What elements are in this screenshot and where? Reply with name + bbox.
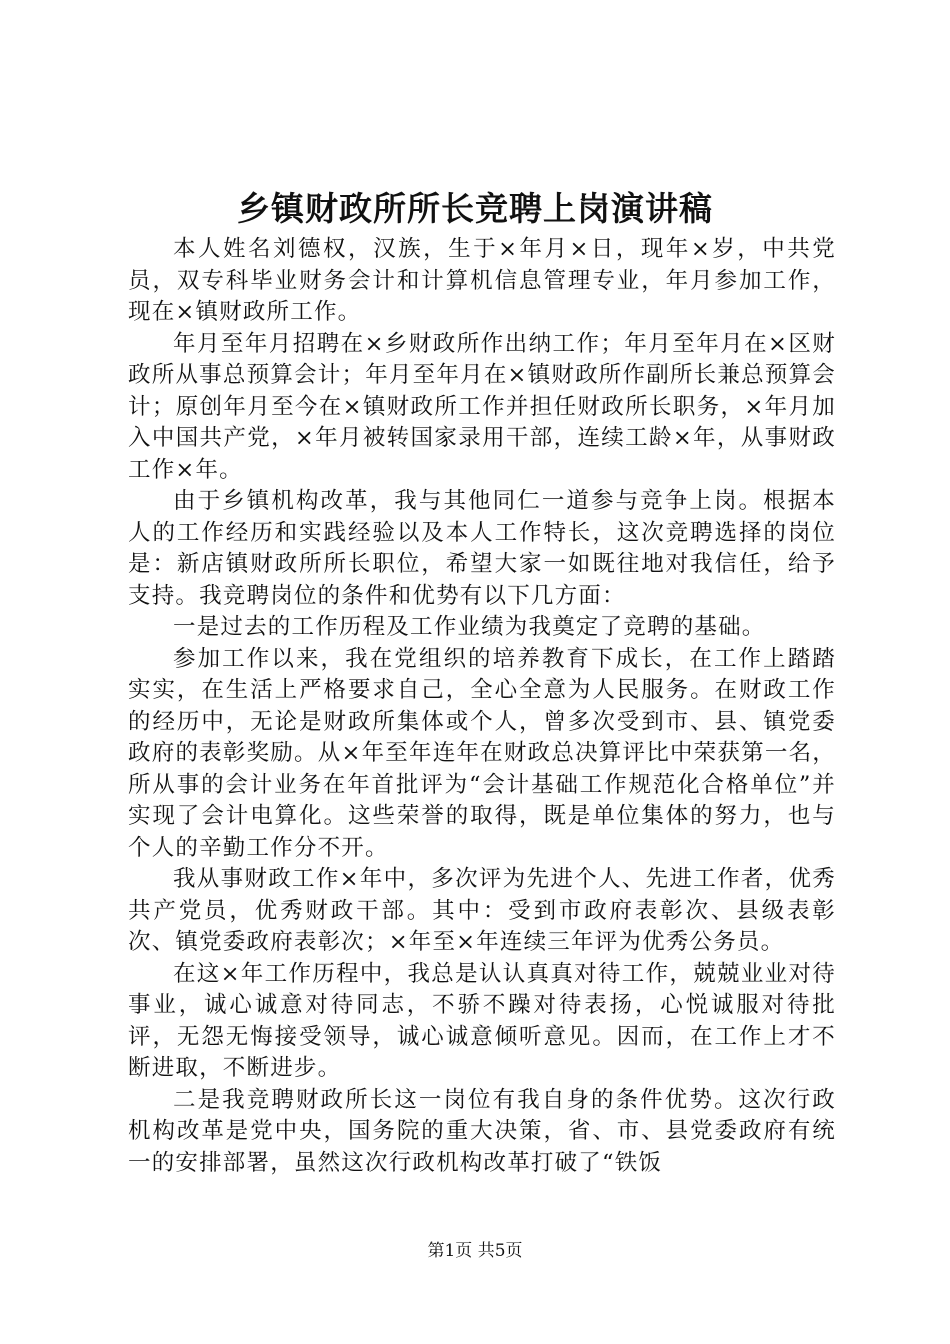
paragraph-achievements: 参加工作以来，我在党组织的培养教育下成长，在工作上踏踏实实，在生活上严格要求自己，全心全意为人民服务。在财政工作的经历中，无论是财政所集体或个人，曾多次受到市、县、镇党委政府的表彰奖励。从×年至年连年在财政总决算评比中荣获第一名，所从事的会计业务在年首批评为“会计基础工作规范化合格单位”并实现了会计电算化。这些荣誉的取得，既是单位集体的努力，也与个人的辛勤工作分不开。: [128, 645, 836, 861]
document-title: 乡镇财政所所长竞聘上岗演讲稿: [237, 189, 713, 228]
document-body: [128, 234, 836, 1179]
paragraph-position-choice: 由于乡镇机构改革，我与其他同仁一道参与竞争上岗。根据本人的工作经历和实践经验以及本人工作特长，这次竞聘选择的岗位是：新店镇财政所所长职位，希望大家一如既往地对我信任，给予支持。我竞聘岗位的条件和优势有以下几方面：: [128, 488, 836, 609]
paragraph-work-history: 年月至年月招聘在×乡财政所作出纳工作；年月至年月在×区财政所从事总预算会计；年月至年月在×镇财政所作副所长兼总预算会计；原创年月至今在×镇财政所工作并担任财政所长职务，×年月加入中国共产党，×年月被转国家录用干部，连续工龄×年，从事财政工作×年。: [128, 330, 836, 483]
paragraph-point-one: 一是过去的工作历程及工作业绩为我奠定了竞聘的基础。: [173, 614, 766, 640]
paragraph-point-two: 二是我竞聘财政所长这一岗位有我自身的条件优势。这次行政机构改革是党中央，国务院的重大决策，省、市、县党委政府有统一的安排部署，虽然这次行政机构改革打破了“铁饭: [128, 1086, 836, 1176]
paragraph-personal-info: 本人姓名刘德权，汉族，生于×年月×日，现年×岁，中共党员，双专科毕业财务会计和计算机信息管理专业，年月参加工作，现在×镇财政所工作。: [128, 236, 836, 325]
page-number: 第1页 共5页: [427, 1241, 523, 1261]
paragraph-attitude: 在这×年工作历程中，我总是认认真真对待工作，兢兢业业对待事业，诚心诚意对待同志，不骄不躁对待表扬，心悦诚服对待批评，无怨无悔接受领导，诚心诚意倾听意见。因而，在工作上才不断进取，不断进步。: [128, 960, 836, 1081]
paragraph-honors: 我从事财政工作×年中，多次评为先进个人、先进工作者，优秀共产党员，优秀财政干部。其中：受到市政府表彰次、县级表彰次、镇党委政府表彰次；×年至×年连续三年评为优秀公务员。: [128, 866, 836, 955]
